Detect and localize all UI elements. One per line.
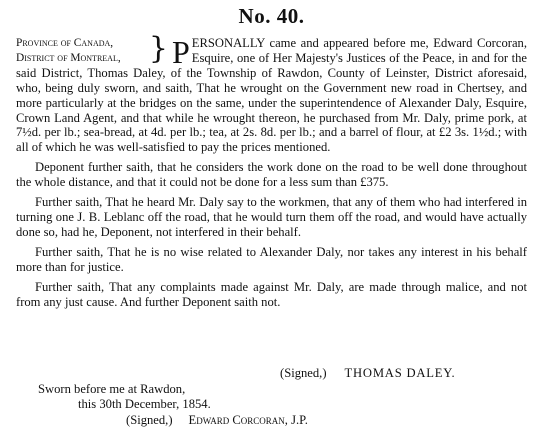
officer-signed-label: (Signed,): [126, 413, 173, 427]
document-title: No. 40.: [238, 4, 305, 28]
paragraph-4: Further saith, That he is no wise related to Alexander Daly, nor takes any interest in his behalf more than for justice.: [16, 244, 527, 274]
officer-signature: [126, 413, 308, 428]
jurisdiction-heading: [16, 31, 168, 66]
document-body: [16, 31, 527, 309]
paragraph-3: Further saith, That he heard Mr. Daly say to the workmen, that any of them who had interfered in turning one J. B. Leblanc off the road, that he would turn them off the road, and would have actually done so, had he, Deponent, not interfered in their behalf.: [16, 195, 527, 239]
signed-label: (Signed,): [280, 366, 327, 380]
sworn-line-1: Sworn before me at Rawdon,: [38, 382, 186, 396]
sworn-statement: [38, 382, 211, 412]
deponent-signature: [280, 366, 455, 381]
brace-glyph: }: [148, 31, 168, 66]
jurisdiction-line-1: Province of Canada,: [16, 37, 114, 49]
deponent-name: THOMAS DALEY.: [344, 366, 456, 380]
paragraph-2: Deponent further saith, that he considers the work done on the road to be well done throughout the whole distance, and that it could not be done for a less sum than £375.: [16, 160, 527, 190]
officer-name: Edward Corcoran, J.P.: [188, 413, 308, 427]
paragraph-5: Further saith, That any complaints made against Mr. Daly, are made through malice, and not from any just cause. And further Deponent saith not.: [16, 279, 527, 309]
drop-cap: P: [172, 34, 190, 70]
paragraph-1: ERSONALLY came and appeared before me, Edward Corcoran, Esquire, one of Her Majesty's Justices of the Peace, in and for the said District, Thomas Daley, of the Township of Rawdon, County of Leinster, District aforesaid, who, being duly sworn, and saith, That he wrought on the Government new road in Chertsey, and more particularly at the bridges on the same, under the superintendence of Alexander Daly, Esquire, Crown Land Agent, and that while he wrought thereon, he purchased from Mr. Daly, prime pork, at 7½d. per lb.; sea-bread, at 4d. per lb.; tea, at 2s. 8d. per lb.; and a barrel of flour, at £2 3s. 1½d.; with all of which he was well-satisfied to pay the prices mentioned.: [16, 36, 527, 155]
jurisdiction-line-2: District of Montreal,: [16, 51, 121, 64]
sworn-line-2: this 30th December, 1854.: [78, 397, 211, 411]
first-paragraph-block: [16, 31, 527, 155]
